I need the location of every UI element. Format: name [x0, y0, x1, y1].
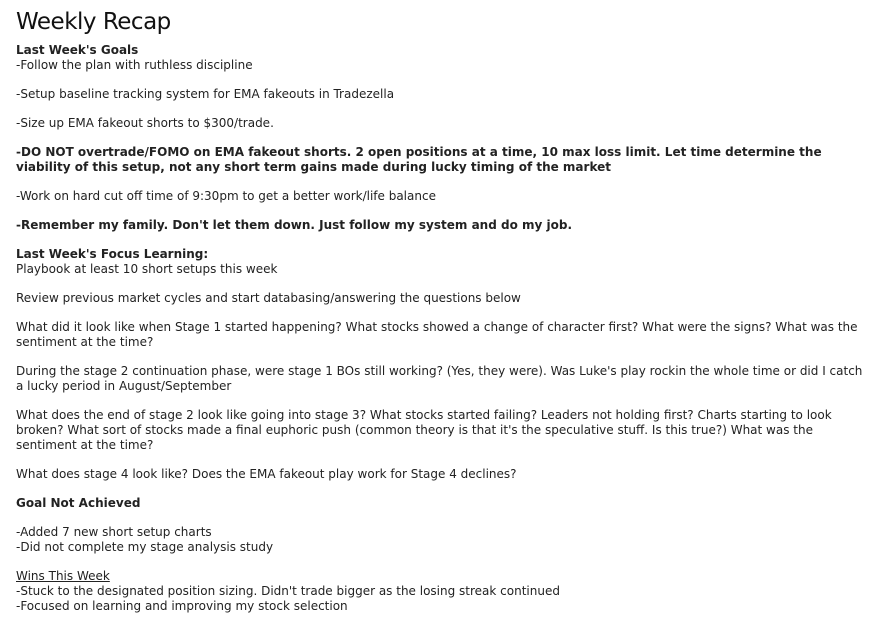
spacer: [16, 204, 872, 218]
focus-item: What does the end of stage 2 look like going into stage 3? What stocks started failing? Leaders not holding first? Charts starting to look broken? What sort of stocks made a final euphoric push (common theory is that it's the speculative stuff. Is this true?) What was the sentiment at the time?: [16, 408, 836, 452]
wins-heading: Wins This Week: [16, 569, 110, 583]
focus-item: What did it look like when Stage 1 started happening? What stocks showed a change of character first? What were the signs? What was the sentiment at the time?: [16, 320, 862, 349]
page-title: Weekly Recap: [16, 9, 171, 35]
spacer: [16, 350, 872, 364]
spacer: [16, 306, 872, 320]
spacer: [16, 277, 872, 291]
win-item: -Focused on learning and improving my stock selection: [16, 599, 348, 613]
goals-heading: Last Week's Goals: [16, 43, 139, 57]
spacer: [16, 73, 872, 87]
win-item: -Stuck to the designated position sizing. Didn't trade bigger as the losing streak continued: [16, 584, 560, 598]
focus-heading: Last Week's Focus Learning:: [16, 247, 209, 261]
focus-item: Review previous market cycles and start databasing/answering the questions below: [16, 291, 521, 305]
goal-status: Goal Not Achieved: [16, 496, 141, 510]
goal-item: -Size up EMA fakeout shorts to $300/trade.: [16, 116, 274, 130]
goal-item: -Remember my family. Don't let them down. Just follow my system and do my job.: [16, 218, 573, 232]
goal-item: -Work on hard cut off time of 9:30pm to get a better work/life balance: [16, 189, 436, 203]
spacer: [16, 102, 872, 116]
spacer: [16, 511, 872, 525]
status-item: -Added 7 new short setup charts: [16, 525, 212, 539]
spacer: [16, 233, 872, 247]
spacer: [16, 482, 872, 496]
spacer: [16, 453, 872, 467]
focus-item: During the stage 2 continuation phase, were stage 1 BOs still working? (Yes, they were). Was Luke's play rockin the whole time or did I catch a lucky period in August/September: [16, 364, 867, 393]
goal-item: -DO NOT overtrade/FOMO on EMA fakeout shorts. 2 open positions at a time, 10 max loss limit. Let time determine the viability of this setup, not any short term gains made during lucky timing of the market: [16, 145, 826, 174]
spacer: [16, 131, 872, 145]
goal-item: -Setup baseline tracking system for EMA fakeouts in Tradezella: [16, 87, 395, 101]
goal-item: -Follow the plan with ruthless discipline: [16, 58, 253, 72]
spacer: [16, 555, 872, 569]
status-item: -Did not complete my stage analysis study: [16, 540, 274, 554]
spacer: [16, 175, 872, 189]
focus-item: What does stage 4 look like? Does the EMA fakeout play work for Stage 4 declines?: [16, 467, 517, 481]
focus-item: Playbook at least 10 short setups this week: [16, 262, 278, 276]
spacer: [16, 394, 872, 408]
